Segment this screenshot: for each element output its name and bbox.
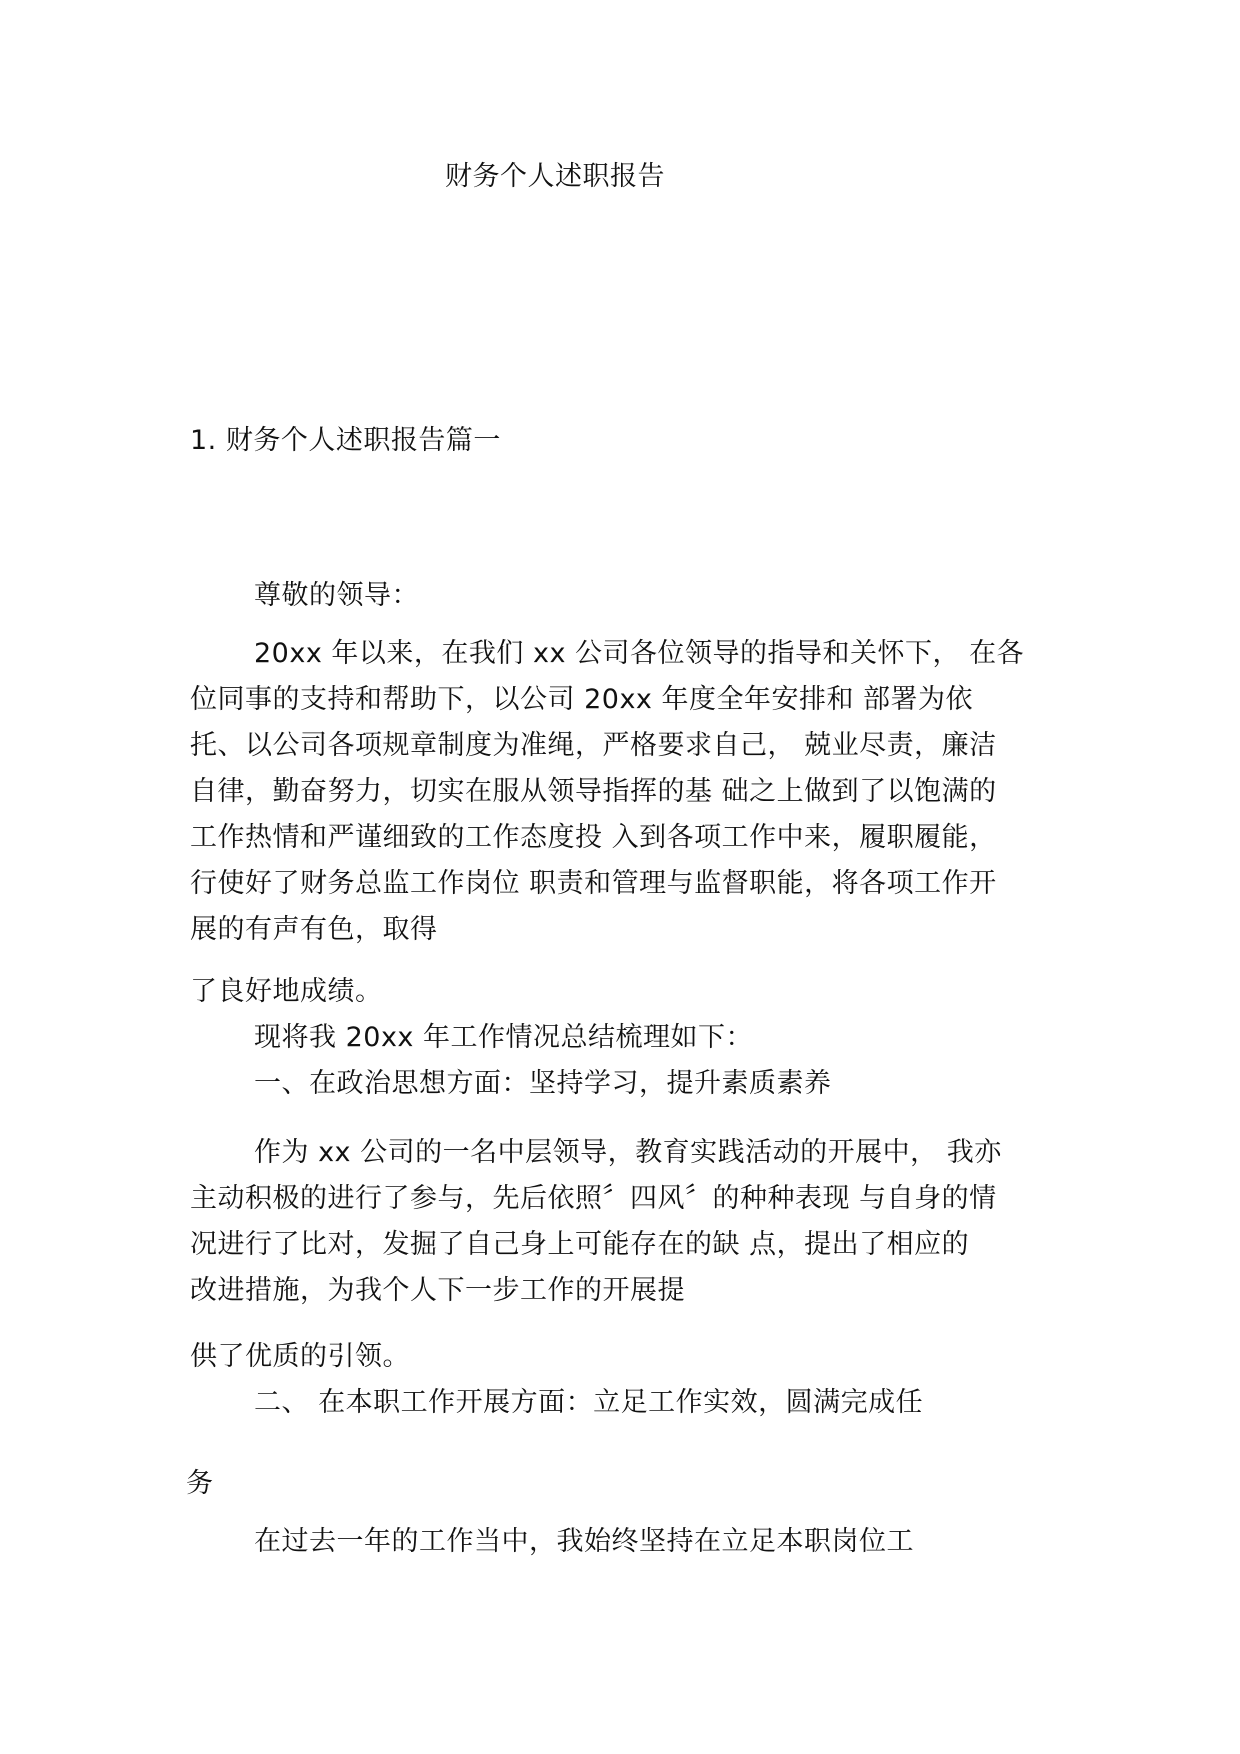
paragraph-1-line-5: 工作热情和严谨细致的工作态度投 入到各项工作中来，履职履能， (190, 822, 997, 853)
paragraph-1-line-4: 自律，勤奋努力，切实在服从领导指挥的基 础之上做到了以饱满的 (190, 776, 997, 807)
paragraph-2-line-1: 作为 xx 公司的一名中层领导，教育实践活动的开展中， 我亦 (254, 1137, 1002, 1168)
paragraph-1 (190, 631, 1024, 953)
paragraph-3-line-1: 在过去一年的工作当中，我始终坚持在立足本职岗位工 (254, 1526, 914, 1557)
salutation-block (190, 573, 419, 619)
summary-intro: 现将我 20xx 年工作情况总结梳理如下： (254, 1022, 753, 1053)
paragraph-2-line-3: 况进行了比对，发掘了自己身上可能存在的缺 点，提出了相应的 (190, 1229, 970, 1260)
paragraph-1-line-6: 行使好了财务总监工作岗位 职责和管理与监督职能，将各项工作开 (190, 868, 997, 899)
paragraph-2-end: 供了优质的引领。 (190, 1341, 410, 1372)
heading-work-end: 务 (186, 1468, 214, 1499)
paragraph-2 (190, 1130, 1002, 1314)
paragraph-1-end: 了良好地成绩。 (190, 976, 383, 1007)
paragraph-1-line-3: 托、以公司各项规章制度为准绳，严格要求自己， 兢业尽责，廉洁 (190, 730, 997, 761)
heading-politics: 一、在政治思想方面：坚持学习，提升素质素养 (254, 1068, 832, 1099)
paragraph-2-line-2: 主动积极的进行了参与，先后依照〞四风〞的种种表现 与自身的情 (190, 1183, 997, 1214)
paragraph-1-end-block (190, 969, 832, 1107)
heading-work: 二、 在本职工作开展方面：立足工作实效，圆满完成任 (254, 1387, 924, 1418)
section-heading: 1. 财务个人述职报告篇一 (190, 425, 501, 456)
paragraph-1-line-2: 位同事的支持和帮助下，以公司 20xx 年度全年安排和 部署为依 (190, 684, 974, 715)
heading-work-end-block (186, 1461, 214, 1507)
paragraph-2-line-4: 改进措施，为我个人下一步工作的开展提 (190, 1275, 685, 1306)
salutation: 尊敬的领导： (254, 580, 419, 611)
document-title: 财务个人述职报告 (445, 161, 665, 192)
paragraph-1-line-7: 展的有声有色，取得 (190, 914, 438, 945)
paragraph-1-line-1: 20xx 年以来，在我们 xx 公司各位领导的指导和关怀下， 在各 (254, 638, 1025, 669)
paragraph-3 (190, 1519, 914, 1565)
paragraph-2-end-block (190, 1334, 923, 1426)
